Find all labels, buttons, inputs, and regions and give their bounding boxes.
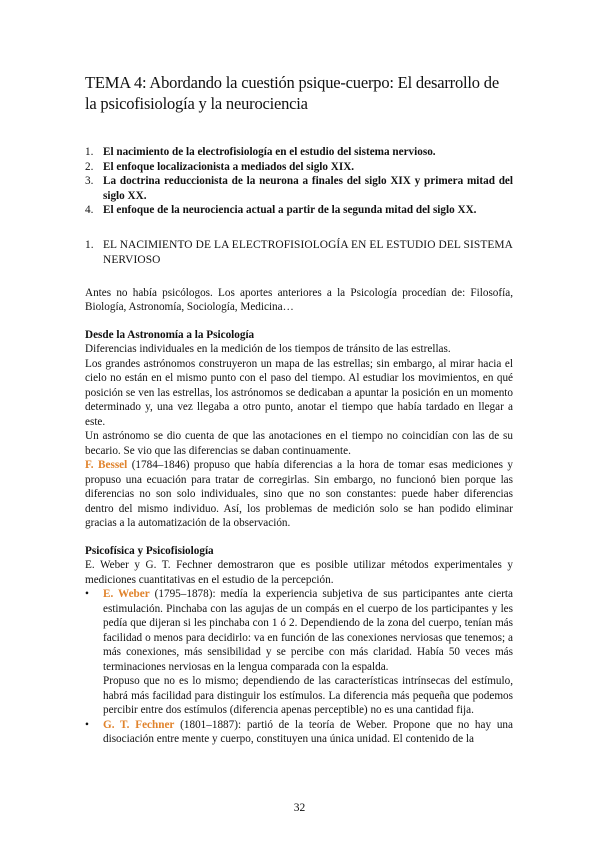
section-heading xyxy=(85,238,513,268)
toc-item xyxy=(85,174,513,203)
paragraph: Un astrónomo se dio cuenta de que las anotaciones en el tiempo no coincidían con las de su becario. Se vio que las diferencias se daban continuamente. xyxy=(85,430,513,457)
toc-item xyxy=(85,160,513,175)
paragraph-text: (1801–1887): partió de la teoría de Weber. Propone que no hay una disociación entre mente y cuerpo, constituyen una única unidad. El contenido de la xyxy=(103,718,513,745)
paragraph: Los grandes astrónomos construyeron un mapa de las estrellas; sin embargo, al mirar hacia el cielo no están en el mismo punto con el paso del tiempo. Al estudiar los movimientos, en qué posición se ven las estrellas, los astrónomos se dedicaban a apuntar la posición en un momento determinado y, una vez llegaba a otro punto, anotar el tiempo que había tardado en llegar a este. xyxy=(85,357,513,428)
paragraph: Diferencias individuales en la medición de los tiempos de tránsito de las estrellas. xyxy=(85,343,451,355)
toc-item xyxy=(85,145,513,160)
bullet-text xyxy=(103,587,513,674)
person-name-fechner: G. T. Fechner xyxy=(103,718,175,731)
bullet-list xyxy=(85,587,513,747)
toc-number: 4. xyxy=(85,204,94,216)
table-of-contents xyxy=(85,145,513,218)
list-item xyxy=(85,587,513,718)
page-title: TEMA 4: Abordando la cuestión psique-cuerpo: El desarrollo de la psicofisiología y la neurociencia xyxy=(85,73,499,113)
paragraph-text: (1795–1878): medía la experiencia subjetiva de sus participantes ante cierta estimulación. Pinchaba con las agujas de un compás en el cuerpo de los participantes y les pedía que dijeran si les pinchaba con 1 ó 2. Dependiendo de la zona del cuerpo, tenían más facilidad o menos para decidirlo: va en función de las conexiones nerviosas que tenemos; a más conexiones, más sensibilidad y se percibe con más claridad. Había 50 veces más terminaciones nerviosas en la lengua comparada con la espalda. xyxy=(103,588,513,673)
page-number: 32 xyxy=(293,802,306,814)
paragraph-text: (1784–1846) propuso que había diferencias a la hora de tomar esas mediciones y propuso una ecuación para tratar de corregirlas. Sin embargo, no funcionó bien porque las diferencias no son solo individuales, sino que no son constantes: puede haber diferencias dentro del mismo individuo. Así, los problemas de medición solo se han podido eliminar gracias a la automatización de la observación. xyxy=(85,459,513,529)
bullet-extra-text: Propuso que no es lo mismo; dependiendo de las características intrínsecas del estímulo, habrá más facilidad para distinguir los estímulos. La diferencia más pequeña que podemos percibir entre dos estímulos (diferencia apenas perceptible) no es una cantidad fija. xyxy=(103,675,513,716)
paragraph-bessel xyxy=(85,458,513,531)
list-item xyxy=(85,718,513,747)
toc-number: 3. xyxy=(85,175,94,187)
toc-number: 2. xyxy=(85,160,94,173)
toc-number: 1. xyxy=(85,146,94,158)
person-name-bessel: F. Bessel xyxy=(85,459,128,471)
toc-text: El nacimiento de la electrofisiología en el estudio del sistema nervioso. xyxy=(103,146,436,158)
bullet-icon: • xyxy=(85,718,89,731)
section-number: 1. xyxy=(85,238,94,251)
section-title: EL NACIMIENTO DE LA ELECTROFISIOLOGÍA EN EL ESTUDIO DEL SISTEMA NERVIOSO xyxy=(103,238,513,266)
bullet-text xyxy=(103,718,513,747)
toc-text: El enfoque localizacionista a mediados del siglo XIX. xyxy=(103,160,355,173)
toc-text: La doctrina reduccionista de la neurona a finales del siglo XIX y primera mitad del siglo XX. xyxy=(103,175,513,202)
paragraph: E. Weber y G. T. Fechner demostraron que es posible utilizar métodos experimentales y mediciones cuantitativas en el estudio de la percepción. xyxy=(85,559,513,586)
bullet-icon: • xyxy=(85,588,89,600)
toc-text: El enfoque de la neurociencia actual a partir de la segunda mitad del siglo XX. xyxy=(103,204,477,216)
toc-item xyxy=(85,203,513,218)
subsection-heading-psychophysics: Psicofísica y Psicofisiología xyxy=(85,544,214,557)
subsection-heading-astronomy: Desde la Astronomía a la Psicología xyxy=(85,328,255,341)
intro-paragraph: Antes no había psicólogos. Los aportes anteriores a la Psicología procedían de: Filosofía, Biología, Astronomía, Sociología, Medicina… xyxy=(85,286,513,313)
person-name-weber: E. Weber xyxy=(103,588,150,600)
